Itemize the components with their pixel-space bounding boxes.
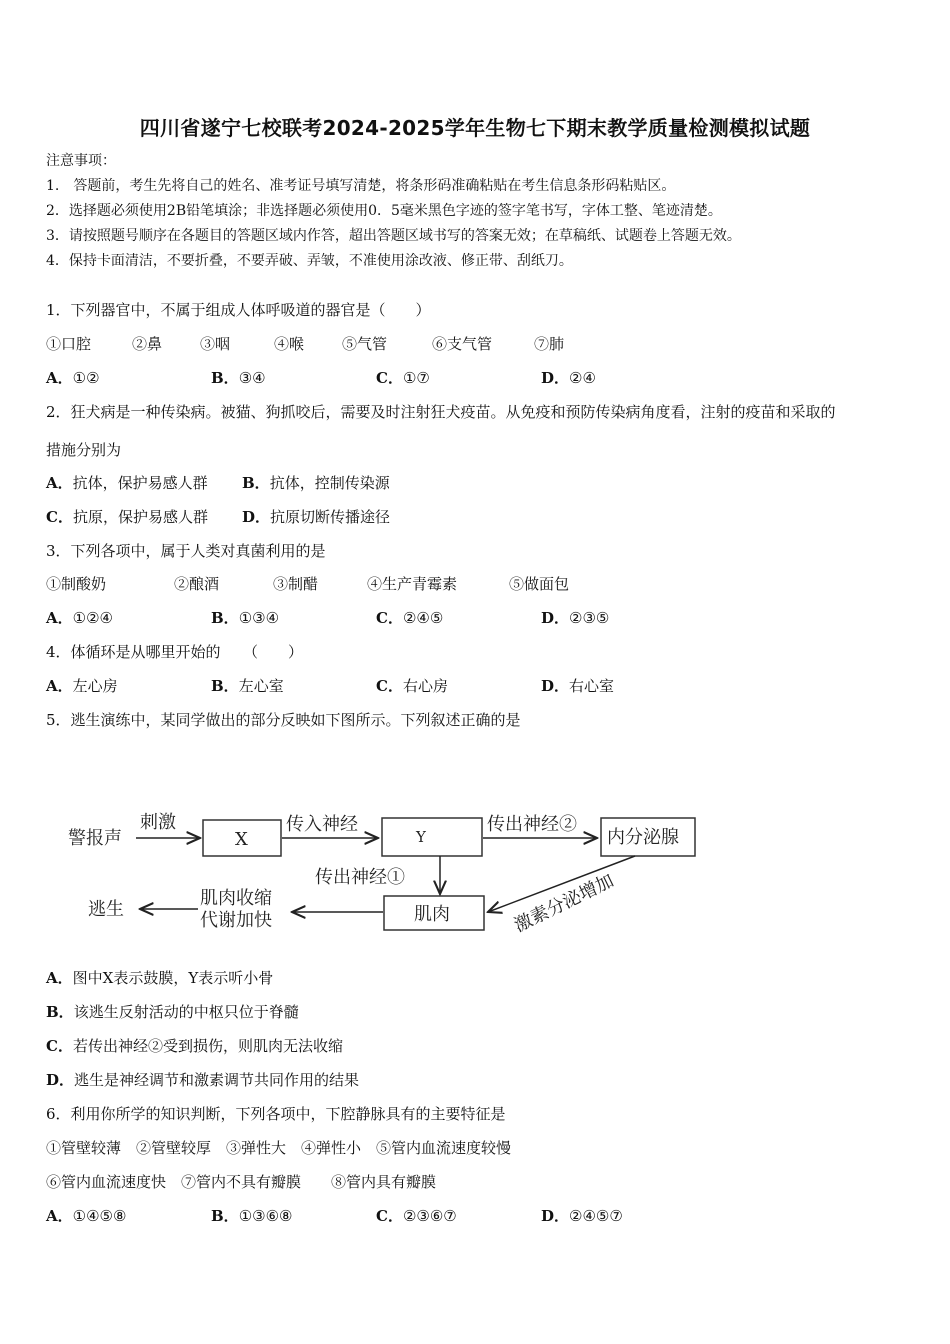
option-text: ②④ [569,369,596,387]
stimulus-label: 刺激 [140,812,176,833]
question-3-stem: 3．下列各项中，属于人类对真菌利用的是 [46,542,326,560]
option-text: ①⑦ [402,369,430,387]
option-c[interactable] [46,1036,343,1056]
option-label: D． [541,677,570,695]
option-c[interactable] [376,368,430,388]
option-label: B． [242,474,270,492]
gland-label: 内分泌腺 [607,827,679,848]
q1-item: ⑦肺 [534,335,565,353]
option-label: A． [46,969,73,987]
question-1-stem: 1．下列器官中，不属于组成人体呼吸道的器官是（ ） [46,301,431,319]
option-label: D． [541,609,570,627]
muscle-label: 肌肉 [414,904,450,925]
option-text: 右心房 [402,677,448,695]
afferent-label: 传入神经 [286,814,358,835]
escape-label: 逃生 [88,899,124,920]
y-label: Y [416,828,426,846]
option-label: B． [211,369,239,387]
option-text: 抗体，控制传染源 [269,474,390,492]
option-d[interactable] [541,676,614,696]
option-label: D． [541,1207,570,1225]
option-text: ②④⑤ [402,609,444,627]
q1-item: ①口腔 [46,335,92,353]
option-text: ②③⑥⑦ [402,1207,457,1225]
efferent2-label: 传出神经② [487,814,577,835]
q1-item: ③咽 [200,335,231,353]
option-text: 抗原，保护易感人群 [72,508,208,526]
option-a[interactable] [46,473,208,493]
notice-item: 3．请按照题号顺序在各题目的答题区域内作答，超出答题区域书写的答案无效；在草稿纸、试题卷上答题无效。 [46,228,741,244]
q3-item: ④生产青霉素 [367,575,458,593]
question-2-stem-cont: 措施分别为 [46,441,122,459]
option-c[interactable] [376,1206,457,1226]
option-label: A． [46,677,73,695]
notice-item: 2．选择题必须使用2B铅笔填涂；非选择题必须使用0．5毫米黑色字迹的签字笔书写，字体工整、笔迹清楚。 [46,203,722,219]
option-b[interactable] [211,1206,292,1226]
q3-item: ②酿酒 [174,575,220,593]
question-6-items: ①管壁较薄 ②管壁较厚 ③弹性大 ④弹性小 ⑤管内血流速度较慢 [46,1139,512,1157]
notice-item: 4．保持卡面清洁，不要折叠，不要弄破、弄皱，不准使用涂改液、修正带、刮纸刀。 [46,253,573,269]
option-text: ①④⑤⑧ [72,1207,127,1225]
option-text: ③④ [238,369,266,387]
option-label: D． [242,508,271,526]
option-b[interactable] [242,473,390,493]
option-text: ②④⑤⑦ [569,1207,623,1225]
option-b[interactable] [211,608,279,628]
option-text: 若传出神经②受到损伤，则肌肉无法收缩 [72,1037,343,1055]
effect-line2: 代谢加快 [200,910,272,931]
option-c[interactable] [376,676,448,696]
option-a[interactable] [46,1206,126,1226]
option-text: 该逃生反射活动的中枢只位于脊髓 [73,1003,299,1021]
option-a[interactable] [46,368,100,388]
q1-item: ④喉 [274,335,305,353]
question-6-items-cont: ⑥管内血流速度快 ⑦管内不具有瓣膜 ⑧管内具有瓣膜 [46,1173,437,1191]
efferent1-label: 传出神经① [315,867,405,888]
option-label: D． [46,1071,75,1089]
option-label: D． [541,369,570,387]
option-text: ①③④ [238,609,280,627]
notice-item: 1. 答题前，考生先将自己的姓名、准考证号填写清楚，将条形码准确粘贴在考生信息条形码粘贴区。 [46,178,676,194]
q1-item: ②鼻 [132,335,163,353]
question-5-stem: 5．逃生演练中，某同学做出的部分反映如下图所示。下列叙述正确的是 [46,711,521,729]
option-text: 左心房 [72,677,118,695]
option-label: A． [46,474,73,492]
option-d[interactable] [46,1070,359,1090]
option-text: 图中X表示鼓膜，Y表示听小骨 [72,969,274,987]
option-label: A． [46,369,73,387]
option-text: ①② [72,369,100,387]
y-box [382,818,482,856]
option-text: ①③⑥⑧ [238,1207,293,1225]
option-b[interactable] [46,1002,299,1022]
question-4-stem: 4．体循环是从哪里开始的 （ ） [46,643,304,661]
option-label: C． [376,609,403,627]
x-label: X [235,829,248,850]
option-label: A． [46,1207,73,1225]
option-label: A． [46,609,73,627]
option-b[interactable] [211,676,284,696]
option-a[interactable] [46,608,113,628]
option-d[interactable] [541,608,609,628]
option-label: C． [376,677,403,695]
option-b[interactable] [211,368,266,388]
question-6-stem: 6．利用你所学的知识判断，下列各项中，下腔静脉具有的主要特征是 [46,1105,506,1123]
page-title: 四川省遂宁七校联考2024-2025学年生物七下期末教学质量检测模拟试题 [139,116,811,140]
effect-line1: 肌肉收缩 [200,888,272,909]
question-2-stem: 2．狂犬病是一种传染病。被猫、狗抓咬后，需要及时注射狂犬疫苗。从免疫和预防传染病角度看，注射的疫苗和采取的 [46,403,836,421]
option-label: B． [211,1207,239,1225]
option-text: 右心室 [569,677,615,695]
option-d[interactable] [242,507,390,527]
option-text: 抗原切断传播途径 [270,508,391,526]
hormone-label: 激素分泌增加 [510,870,618,937]
option-c[interactable] [46,507,208,527]
option-label: C． [46,508,73,526]
option-d[interactable] [541,368,596,388]
q1-item: ⑤气管 [342,335,388,353]
option-c[interactable] [376,608,443,628]
option-text: 抗体，保护易感人群 [72,474,208,492]
option-text: 逃生是神经调节和激素调节共同作用的结果 [74,1071,360,1089]
option-text: 左心室 [238,677,284,695]
option-text: ②③⑤ [569,609,610,627]
q3-item: ③制醋 [273,575,319,593]
notice-heading: 注意事项： [46,153,116,169]
option-label: B． [211,609,239,627]
option-label: C． [46,1037,73,1055]
alarm-label: 警报声 [68,828,122,849]
option-d[interactable] [541,1206,623,1226]
option-a[interactable] [46,676,118,696]
option-label: C． [376,1207,403,1225]
option-label: B． [46,1003,74,1021]
reflex-diagram [60,800,710,950]
option-text: ①②④ [72,609,113,627]
option-label: B． [211,677,239,695]
q1-item: ⑥支气管 [432,335,493,353]
option-a[interactable] [46,968,273,988]
q3-item: ⑤做面包 [509,575,570,593]
q3-item: ①制酸奶 [46,575,107,593]
option-label: C． [376,369,403,387]
